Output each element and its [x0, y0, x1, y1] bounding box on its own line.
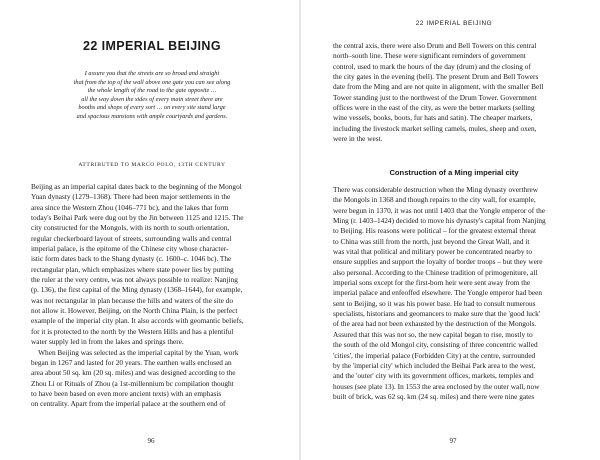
text-line: istic form dates back to the Shang dynasty (c. 1600–c. 1046 bc). The: [31, 254, 232, 264]
text-line: sent to Beijing, so it was his power base. He had to consult numerous: [333, 298, 536, 308]
text-line: including the livestock market selling camels, mules, sheep and oxen,: [333, 123, 537, 133]
epigraph-line: the whole length of the road to the gate opposite …: [87, 87, 217, 95]
text-line: imperial palace, is the epitome of the Chinese city whose character-: [31, 244, 229, 254]
text-line: imperial palace and enfeoffed elsewhere. The Yongle emperor had been: [333, 288, 543, 298]
page-number: 97: [449, 437, 457, 445]
text-line: wine vessels, books, boots, fur hats and satin). The cheaper markets,: [333, 113, 533, 123]
text-line: example of the imperial city plan. It also accords with geomantic beliefs,: [31, 316, 244, 326]
chapter-title: 22 IMPERIAL BEIJING: [83, 39, 221, 53]
text-line: of the area had not been exhausted by the destruction of the Mongols.: [333, 319, 537, 329]
text-line: imperial sons except for the first-born heir were sent away from the: [333, 278, 531, 288]
right-body-text-top: [333, 41, 575, 144]
text-line: water supply led in from the lakes and springs there.: [31, 337, 184, 347]
text-line: (p. 136), the first capital of the Ming dynasty (1368–1644), for example,: [31, 285, 243, 295]
text-line: was vital that political and military power be concentrated nearby to: [333, 247, 532, 257]
text-line: There was considerable destruction when the Ming dynasty overthrew: [333, 185, 539, 194]
text-line: area about 50 sq. km (20 sq. miles) and was designed according to the: [31, 368, 236, 378]
text-line: specialists, historians and geomancers to make sure that the 'good luck': [333, 309, 541, 319]
text-line: on centrality. Apart from the imperial palace at the southern end of: [31, 399, 226, 409]
text-line: ensure supplies and support the loyalty of border troops – but they were: [333, 257, 543, 267]
text-line: Tower standing just to the northwest of the Drum Tower. Government: [333, 92, 537, 102]
text-line: to have been based on even more ancient texts) with an emphasis: [31, 388, 222, 398]
text-line: the Mongols in 1368 and though repairs to the city wall, for example,: [333, 195, 536, 205]
text-line: to China was still from the north, just beyond the Great Wall, and it: [333, 236, 530, 246]
text-line: Zhou Li or Rituals of Zhou (a 1st-millennium bc compilation thought: [31, 378, 234, 388]
text-line: Beijing as an imperial capital dates back to the beginning of the Mongol: [31, 182, 242, 191]
text-line: rectangular plan, which emphasizes where state power lies by putting: [31, 264, 234, 274]
epigraph-line: I assure you that the streets are so broad and straight: [84, 70, 220, 77]
text-line: began in 1267 and lasted for 20 years. The earthen walls enclosed an: [31, 357, 232, 367]
text-line: date from the Ming and are not quite in alignment, with the smaller Bell: [333, 82, 544, 92]
text-line: houses (see plate 13). In 1553 the area enclosed by the outer wall, now: [333, 381, 540, 391]
text-line: area since the Western Zhou (1046–771 bc), and the lakes that form: [31, 202, 229, 212]
text-line: were begun in 1370, it was not until 1403 that the Yongle emperor of the: [333, 205, 545, 215]
text-line: Ming (r. 1403–1424) decided to move his dynasty's capital from Nanjing: [333, 216, 546, 226]
epigraph-line: and spacious mansions with ample courtyards and gardens.: [76, 112, 228, 120]
epigraph-attribution: ATTRIBUTED TO MARCO POLO, 13TH CENTURY: [78, 162, 226, 168]
text-line: was not rectangular in plan because the hills and waters of the site do: [31, 295, 234, 305]
text-line: built of brick, was 62 sq. km (24 sq. miles) and there were nine gates: [333, 391, 535, 401]
text-line: for it is protected to the north by the Western Hills and has a plentiful: [31, 326, 234, 336]
epigraph-line: all the way down the sides of every main street there are: [81, 95, 223, 103]
text-line: Assured that this was not so, the new capital began to rise, mostly to: [333, 329, 533, 339]
text-line: also personal. According to the Chinese tradition of primogeniture, all: [333, 267, 538, 277]
text-line: and the 'outer' city with its government offices, markets, temples and: [333, 371, 534, 381]
text-line: regular checkerboard layout of streets, surrounding walls and central: [31, 233, 232, 243]
left-body-text: [31, 182, 273, 410]
text-line: When Beijing was selected as the imperial capital by the Yuan, work: [31, 347, 239, 357]
right-body-text-bottom: [333, 185, 575, 402]
text-line: were in the west.: [333, 134, 383, 144]
text-line: the city gates in the evening (bell). The present Drum and Bell Towers: [333, 72, 539, 82]
text-line: not allow it. However, Beijing, on the North China Plain, is the perfect: [31, 306, 238, 316]
text-line: 'cities', the imperial palace (Forbidden City) at the centre, surrounded: [333, 350, 536, 360]
epigraph-line: that from the top of the wall above one gate you can see along: [73, 78, 231, 86]
text-line: the central axis, there were also Drum and Bell Towers on this central: [333, 41, 537, 50]
epigraph: [44, 70, 260, 122]
text-line: the ruler at the very centre, was not always possible to realize: Nanjing: [31, 275, 238, 285]
text-line: Yuan dynasty (1279–1368). There had been major settlements in the: [31, 192, 231, 202]
epigraph-line: booths and shops of every sort … on every site stand large: [78, 104, 226, 112]
text-line: city constructed for the Mongols, with its north to south orientation,: [31, 223, 230, 233]
text-line: by the 'imperial city' which included the Beihai Park area to the west,: [333, 360, 536, 370]
text-line: today's Beihai Park were dug out by the Jin between 1125 and 1215. The: [31, 213, 244, 223]
page-number: 96: [147, 437, 155, 445]
text-line: offices were in the east of the city, as were the better markets (selling: [333, 103, 535, 113]
section-heading: Construction of a Ming imperial city: [389, 168, 519, 177]
text-line: north–south line. These were significant reminders of government: [333, 51, 526, 61]
running-head: 22 IMPERIAL BEIJING: [415, 20, 493, 27]
text-line: control, used to mark the hours of the day (drum) and the closing of: [333, 61, 531, 71]
text-line: to Beijing. His reasons were political – for the greatest external threat: [333, 226, 537, 236]
text-line: the south of the old Mongol city, consisting of three concentric walled: [333, 340, 538, 350]
